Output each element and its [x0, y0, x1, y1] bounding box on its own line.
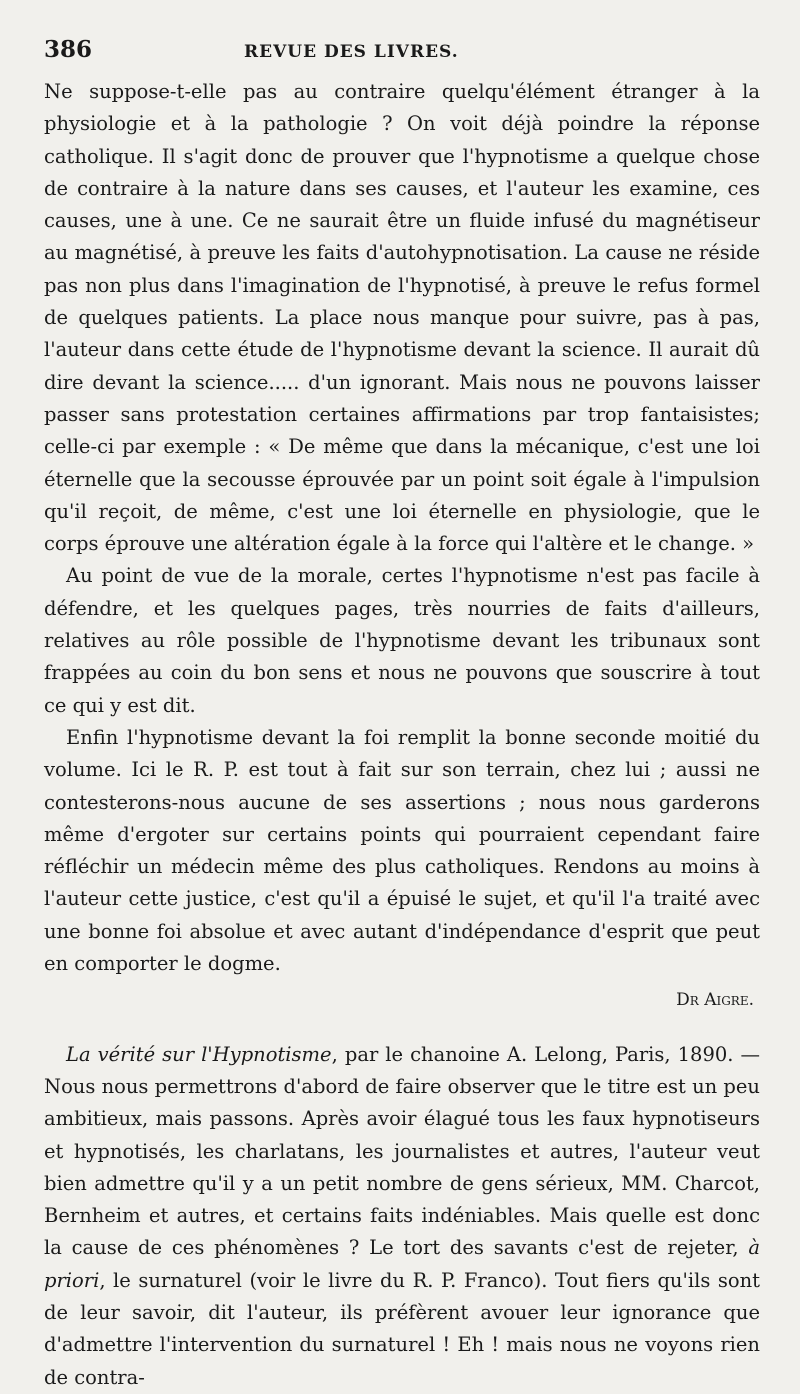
- paragraph-2: Au point de vue de la morale, certes l'hypnotisme n'est pas facile à défendre, et les quelques pages, très nourries de faits d'ailleurs, relatives au rôle possible de l'hypnotisme devant les tribunaux sont frappées au coin du bon sens et nous ne pouvons que souscrire à tout ce qui y est dit.: [44, 564, 760, 717]
- review-body-b: , le surnaturel (voir le livre du R. P. Franco). Tout fiers qu'ils sont de leur savoir, dit l'auteur, ils préfèrent avouer leur ignorance que d'admettre l'intervention du surnaturel ! Eh ! mais nous ne voyons rien de contra-: [44, 1268, 760, 1389]
- paragraph-1: Ne suppose-t-elle pas au contraire quelqu'élément étranger à la physiologie et à la pathologie ? On voit déjà poindre la réponse catholique. Il s'agit donc de prouver que l'hypnotisme a quelque chose de contraire à la nature dans ses causes, et l'auteur les examine, ces causes, une à une. Ce ne saurait être un fluide infusé du magnétiseur au magnétisé, à preuve les faits d'autohypnotisation. La cause ne réside pas non plus dans l'imagination de l'hypnotisé, à preuve le refus formel de quelques patients. La place nous manque pour suivre, pas à pas, l'auteur dans cette étude de l'hypnotisme devant la science. Il aurait dû dire devant la science..... d'un ignorant. Mais nous ne pouvons laisser passer sans protestation certaines affirmations par trop fantaisistes; celle-ci par exemple : « De même que dans la mécanique, c'est une loi éternelle que la secousse éprouvée par un point soit égale à l'impulsion qu'il reçoit, de même, c'est une loi éternelle en physiologie, que le corps éprouve une altération égale à la force qui l'altère et le change. »: [44, 80, 760, 556]
- running-head: REVUE DES LIVRES.: [244, 42, 459, 62]
- review-signature: Dr Aigre.: [676, 990, 754, 1011]
- page-header: [44, 36, 760, 76]
- paragraph-3: Enfin l'hypnotisme devant la foi remplit la bonne seconde moitié du volume. Ici le R. P. est tout à fait sur son terrain, chez lui ; aussi ne contesterons-nous aucune de ses assertions ; nous nous garderons même d'ergoter sur certains points qui pourraient cependant faire réfléchir un médecin même des plus catholiques. Rendons au moins à l'auteur cette justice, c'est qu'il a épuisé le sujet, et qu'il l'a traité avec une bonne foi absolue et avec autant d'indépendance d'esprit que peut en comporter le dogme.: [44, 725, 760, 976]
- review-body-a: — Nous nous permettrons d'abord de faire observer que le titre est un peu ambitieux, mais passons. Après avoir élagué tous les faux hypnotiseurs et hypnotisés, les charlatans, les journalistes et autres, l'auteur veut bien admettre qu'il y a un petit nombre de gens sérieux, MM. Charcot, Bernheim et autres, et certains faits indéniables. Mais quelle est donc la cause de ces phénomènes ? Le tort des savants c'est de rejeter,: [44, 1042, 761, 1260]
- page-number: 386: [44, 36, 93, 63]
- book-author: , par le chanoine A. Lelong, Paris, 1890.: [331, 1042, 734, 1066]
- book-title: La vérité sur l'Hypnotisme: [66, 1042, 332, 1066]
- emphasis-a-priori: à priori: [44, 1236, 760, 1292]
- paragraph-4: [44, 1039, 760, 1394]
